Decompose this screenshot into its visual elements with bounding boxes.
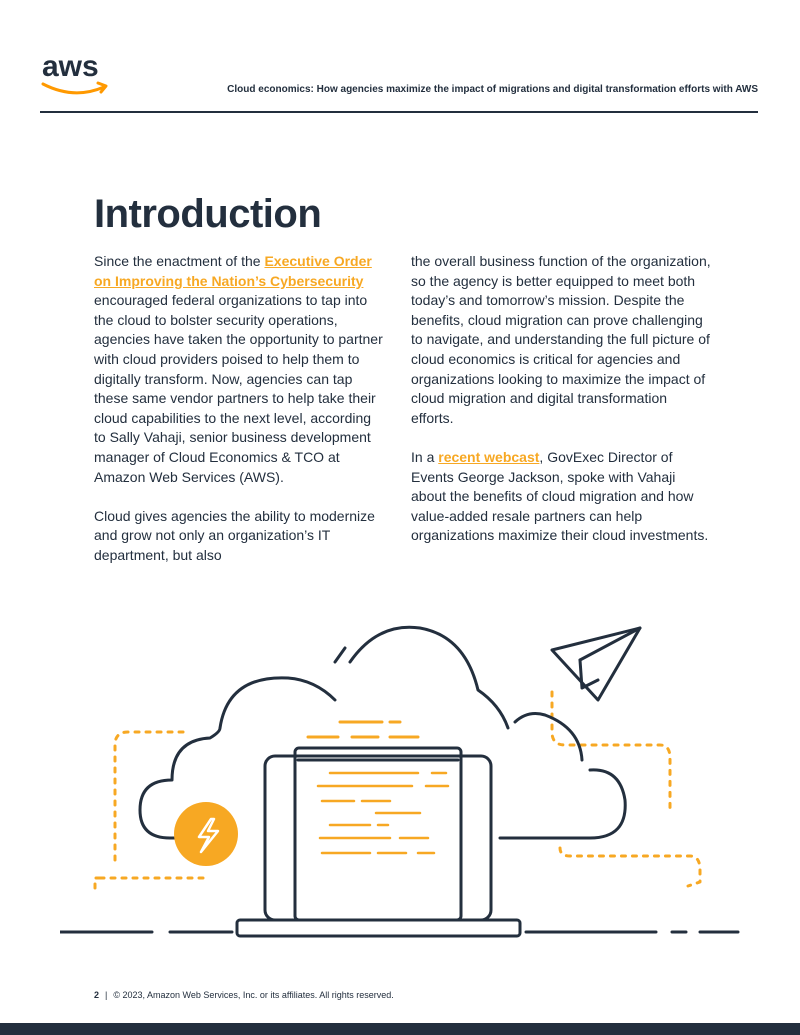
page-number: 2	[94, 990, 100, 1000]
code-dashes	[308, 722, 418, 737]
paragraph: In a recent webcast, GovExec Director of Events George Jackson, spoke with Vahaji about the benefits of cloud migration and how value-added resale partners can help organizations maximize their cloud investments.	[411, 448, 709, 544]
recent-webcast-link[interactable]: recent webcast	[438, 448, 540, 465]
page-footer	[94, 990, 394, 1000]
copyright-notice: © 2023, Amazon Web Services, Inc. or its affiliates. All rights reserved.	[113, 990, 394, 1000]
paragraph: Cloud gives agencies the ability to modernize and grow not only an organization’s IT department, but also	[94, 507, 375, 563]
paragraph: the overall business function of the organization, so the agency is better equipped to meet both today’s and tomorrow’s mission. Despite the benefits, cloud migration can prove challenging to navigate, and understanding the full picture of cloud economics is critical for agencies and organizations looking to maximize the impact of cloud migration and digital transformation efforts.	[411, 253, 711, 426]
header-title: Cloud economics: How agencies maximize the impact of migrations and digital transformation efforts with AWS	[227, 84, 758, 95]
footer-separator: |	[105, 990, 108, 1000]
cloud-laptop-illustration	[60, 620, 750, 950]
aws-logo-text: aws	[42, 50, 99, 83]
paragraph: Since the enactment of the Executive Order on Improving the Nation’s Cybersecurity encouraged federal organizations to tap into the cloud to bolster security operations, agencies have taken the opportunity to partner with cloud providers poised to help them to digitally transform. Now, agencies can tap these same vendor partners to help take their cloud capabilities to the next level, according to Sally Vahaji, senior business development manager of Cloud Economics & TCO at Amazon Web Services (AWS).	[94, 253, 383, 485]
lightning-bolt-icon	[174, 802, 238, 866]
page-heading: Introduction	[94, 192, 322, 236]
header-divider	[40, 111, 758, 113]
bottom-bar	[0, 1023, 800, 1035]
screen-code-lines	[318, 773, 448, 853]
laptop-icon	[60, 748, 738, 936]
executive-order-link[interactable]: Executive Order on Improving the Nation’s Cybersecurity	[94, 253, 372, 289]
aws-logo	[40, 50, 112, 98]
left-column	[94, 252, 386, 585]
right-column	[411, 252, 711, 566]
paper-plane-icon	[552, 628, 640, 700]
